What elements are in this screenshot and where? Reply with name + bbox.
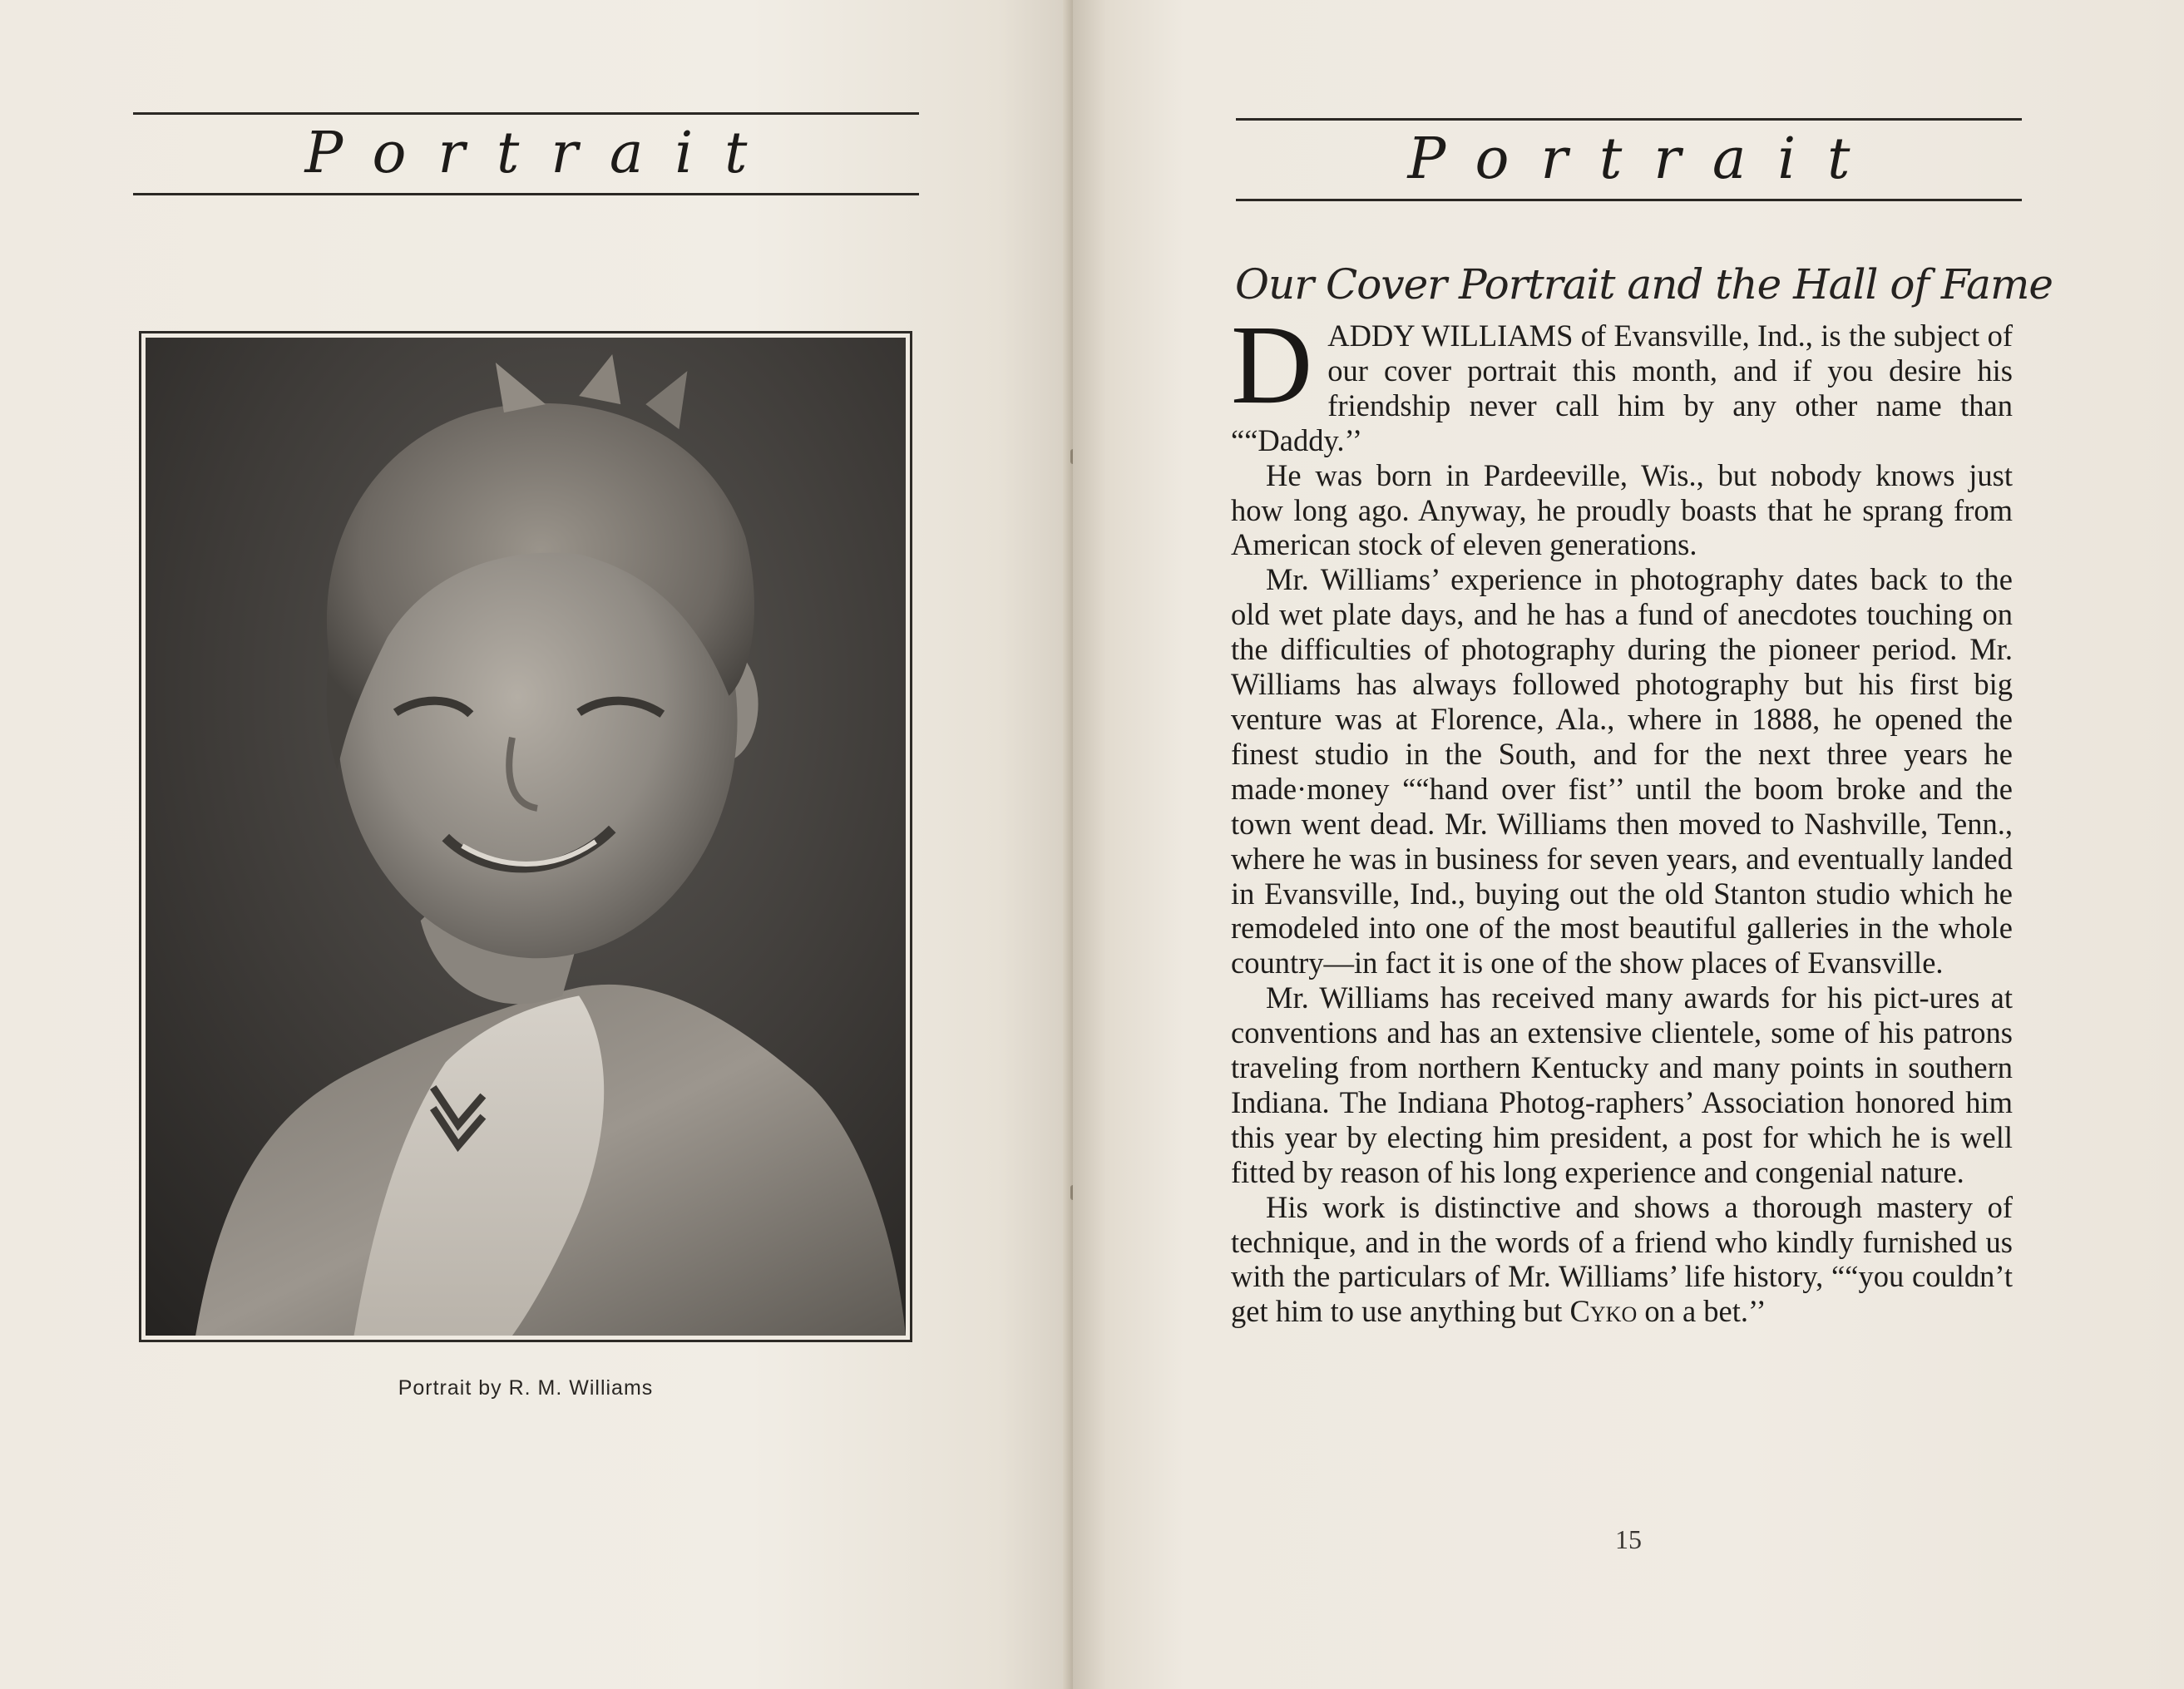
page-number: 15 bbox=[1615, 1524, 1642, 1554]
header-top-rule bbox=[1236, 118, 2022, 121]
article-paragraph: Mr. Williams has received many awards for his pict-ures at conventions and has an extensive clientele, some of his patrons traveling from northern Kentucky and many points in southern Indiana. The Indiana Photog-raphers’ Association honored him this year by electing him president, a post for which he is well fitted by reason of his long experience and congenial nature. bbox=[1231, 980, 2013, 1189]
brand-name: Cyko bbox=[1569, 1294, 1638, 1329]
right-header-title: Portrait bbox=[1407, 126, 1882, 192]
article-paragraph: He was born in Pardeeville, Wis., but nobody knows just how long ago. Anyway, he proudly boasts that he sprang from American stock of eleven generations. bbox=[1231, 457, 2013, 562]
boy-portrait-photo bbox=[146, 338, 906, 1336]
drop-cap: D bbox=[1231, 303, 1313, 427]
right-page-header bbox=[1236, 118, 2022, 201]
left-page-header bbox=[133, 112, 919, 195]
article-paragraph bbox=[1231, 1190, 2013, 1330]
portrait-photo-frame bbox=[139, 331, 912, 1342]
right-page bbox=[1073, 0, 2184, 1689]
lead-name: ADDY WILLIAMS bbox=[1327, 319, 1574, 353]
article-paragraph: Mr. Williams’ experience in photography dates back to the old wet plate days, and he has a fund of anecdotes touching on the difficulties of photography during the pioneer period. Mr. Williams has always followed photography but his first big venture was at Florence, Ala., where in 1888, he opened the finest studio in the South, and for the next three years he made·money ““hand over fist’’ until the boom broke and the town went dead. Mr. Williams then moved to Nashville, Tenn., where he was in business for seven years, and eventually landed in Evansville, Ind., buying out the old Stanton studio which he remodeled into one of the most beautiful galleries in the whole country—in fact it is one of the show places of Evansville. bbox=[1231, 562, 2013, 980]
photo-caption: Portrait by R. M. Williams bbox=[398, 1376, 654, 1400]
article-title: Our Cover Portrait and the Hall of Fame bbox=[1235, 260, 2053, 309]
left-page bbox=[0, 0, 1073, 1689]
paragraph-text: His work is distinctive and shows a thorough mastery of technique, and in the words of a friend who kindly furnished us with the particulars of Mr. Williams’ life history, ““you couldn’t get him to use anything but bbox=[1231, 1189, 2013, 1329]
article-paragraph bbox=[1231, 303, 2013, 458]
article-body bbox=[1231, 303, 2013, 1329]
left-header-title: Portrait bbox=[304, 121, 779, 186]
paragraph-text: of Evansville, Ind., is the subject of our cover portrait this month, and if you desire his friendship never call him by any other name than ““Daddy.’’ bbox=[1231, 319, 2013, 457]
paragraph-text: on a bet.’’ bbox=[1637, 1294, 1766, 1329]
header-top-rule bbox=[133, 112, 919, 115]
header-bottom-rule bbox=[1236, 199, 2022, 201]
header-bottom-rule bbox=[133, 193, 919, 195]
